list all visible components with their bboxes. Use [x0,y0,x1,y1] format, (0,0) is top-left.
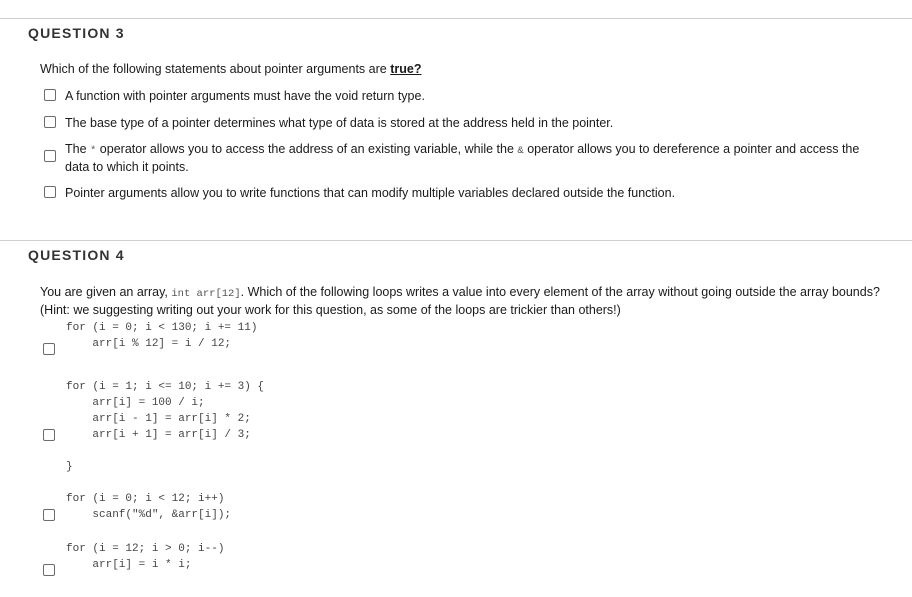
question-4-prompt-code: int arr[12] [171,288,241,300]
q4-option-1-checkbox[interactable] [43,343,55,355]
q3-option-3-text-a: The [65,142,91,156]
q4-option-4-code: for (i = 12; i > 0; i--) arr[i] = i * i; [66,543,225,571]
q3-option-3-text-b: operator allows you to access the address of an existing variable, while the [96,142,518,156]
q3-option-4-label: Pointer arguments allow you to write functions that can modify multiple variables declared outside the function. [65,186,676,200]
q3-option-1[interactable] [44,88,884,104]
q4-option-3-checkbox[interactable] [43,509,55,521]
q3-option-2-checkbox[interactable] [44,116,56,128]
question-4-prompt-text-a: You are given an array, [40,285,172,299]
question-3-prompt-text: Which of the following statements about pointer arguments are [40,62,391,76]
question-3-prompt-emphasis: true? [390,62,422,76]
question-4-prompt [40,284,885,318]
question-4-title: QUESTION 4 [28,247,125,263]
q4-option-1-code: for (i = 0; i < 130; i += 11) arr[i % 12] = i / 12; [66,322,258,350]
question-3-prompt [40,61,421,77]
q4-option-3-code: for (i = 0; i < 12; i++) scanf("%d", &arr[i]); [66,493,232,521]
q3-option-2-label: The base type of a pointer determines what type of data is stored at the address held in the pointer. [65,116,614,130]
top-divider [0,18,912,19]
question-3-title: QUESTION 3 [28,25,125,41]
q3-option-1-checkbox[interactable] [44,89,56,101]
q3-option-4-checkbox[interactable] [44,186,56,198]
question-4-prompt-text-b: . Which of the following loops writes a value into every element of the array without going outside the array bounds? (Hint: we suggesting writing out your work for this question, as some of the loops are trickier than others!) [40,285,880,317]
q3-option-1-label: A function with pointer arguments must have the void return type. [65,89,425,103]
q3-option-4[interactable] [44,185,884,201]
q3-option-3-code-b: & [517,145,524,157]
q3-option-3-label [65,141,884,175]
q3-option-3-checkbox[interactable] [44,150,56,162]
question-4-divider [0,240,912,241]
q4-option-2-checkbox[interactable] [43,429,55,441]
q4-option-2-code: for (i = 1; i <= 10; i += 3) { arr[i] = 100 / i; arr[i - 1] = arr[i] * 2; arr[i + 1] = arr[i] / 3; } [66,381,265,473]
q4-option-4-checkbox[interactable] [43,564,55,576]
q3-option-3-text-c: operator allows you to dereference a pointer and access the data to which it points. [65,142,860,174]
q3-option-3-code-a: * [90,145,97,157]
q3-option-3[interactable] [44,141,884,175]
q3-option-2[interactable] [44,115,884,131]
